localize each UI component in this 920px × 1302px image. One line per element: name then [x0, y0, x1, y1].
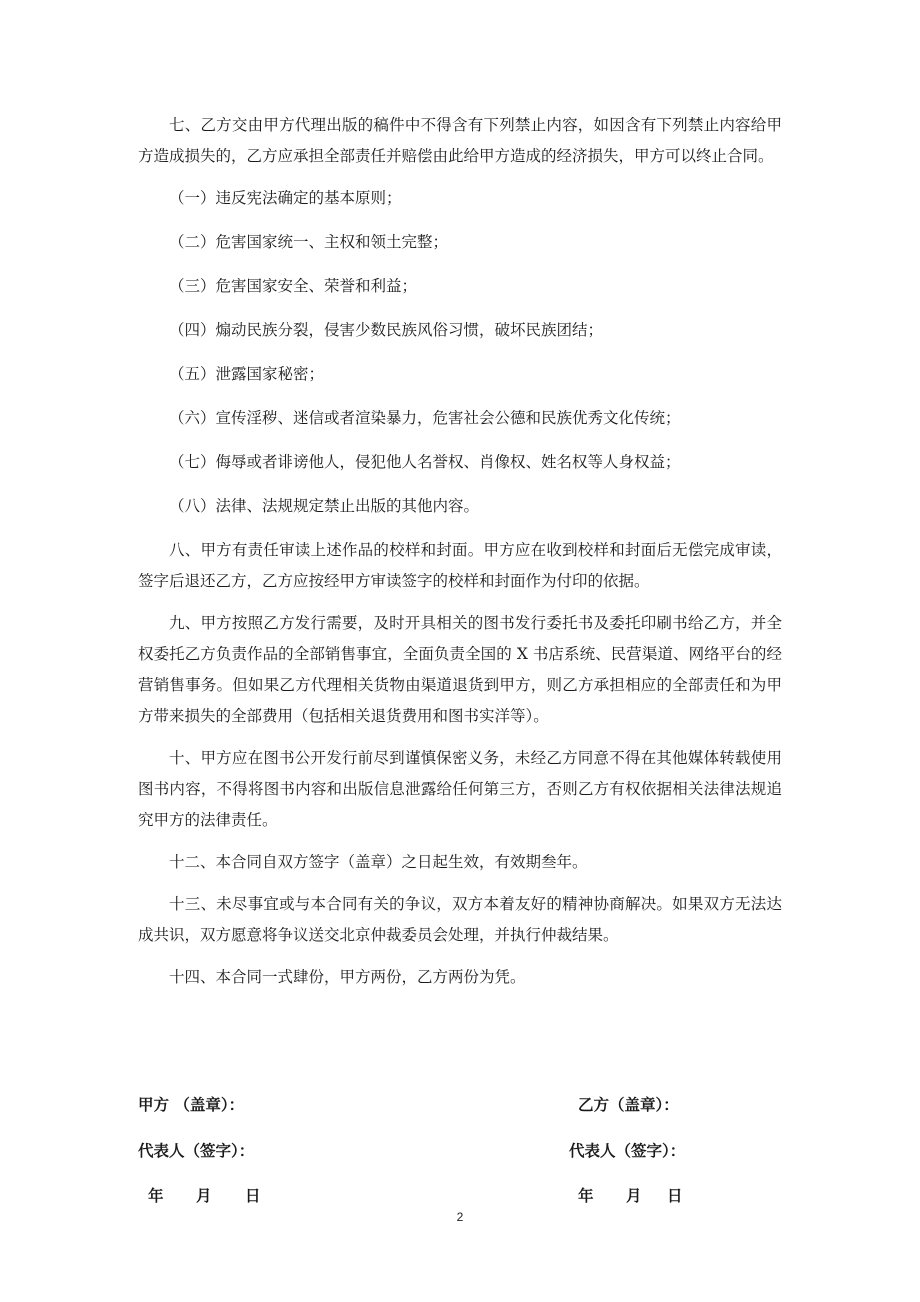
list-item: （一）违反宪法确定的基本原则； [169, 189, 402, 207]
clause-13: 十三、未尽事宜或与本合同有关的争议，双方本着友好的精神协商解决。如果双方无法达成共识，双方愿意将争议送交北京仲裁委员会处理，并执行仲裁结果。 [138, 895, 782, 944]
contract-body [138, 110, 782, 1004]
clause-14: 十四、本合同一式肆份，甲方两份，乙方两份为凭。 [169, 968, 526, 986]
list-item: （三）危害国家安全、荣誉和利益； [169, 277, 418, 295]
month-label: 月 [196, 1187, 212, 1205]
day-label: 日 [667, 1187, 683, 1205]
list-item: （四）煽动民族分裂，侵害少数民族风俗习惯，破坏民族团结； [169, 321, 604, 339]
list-item: （六）宣传淫秽、迷信或者渲染暴力，危害社会公德和民族优秀文化传统； [169, 409, 681, 427]
clause-12: 十二、本合同自双方签字（盖章）之日起生效，有效期叁年。 [169, 853, 588, 871]
year-label: 年 [148, 1187, 164, 1205]
party-a-seal-label: 甲方 （盖章）： [138, 1096, 245, 1114]
clause-7: 七、乙方交由甲方代理出版的稿件中不得含有下列禁止内容，如因含有下列禁止内容给甲方造成损失的，乙方应承担全部责任并赔偿由此给甲方造成的经济损失，甲方可以终止合同。 [138, 116, 782, 165]
list-item: （五）泄露国家秘密； [169, 365, 325, 383]
prohibited-content-list [138, 183, 782, 522]
list-item: （二）危害国家统一、主权和领土完整； [169, 233, 449, 251]
clause-8: 八、甲方有责任审读上述作品的校样和封面。甲方应在收到校样和封面后无偿完成审读，签字后退还乙方，乙方应按经甲方审读签字的校样和封面作为付印的依据。 [138, 541, 782, 590]
party-b-seal-label: 乙方（盖章）： [578, 1096, 679, 1114]
list-item: （八）法律、法规规定禁止出版的其他内容。 [169, 497, 480, 515]
clause-10: 十、甲方应在图书公开发行前尽到谨慎保密义务，未经乙方同意不得在其他媒体转载使用图书内容，不得将图书内容和出版信息泄露给任何第三方，否则乙方有权依据相关法律法规追究甲方的法律责任。 [138, 749, 782, 829]
month-label: 月 [626, 1187, 642, 1205]
year-label: 年 [578, 1187, 594, 1205]
party-a-rep-label: 代表人（签字）： [138, 1142, 255, 1160]
page-number: 2 [456, 1210, 464, 1224]
list-item: （七）侮辱或者诽谤他人，侵犯他人名誉权、肖像权、姓名权等人身权益； [169, 453, 681, 471]
day-label: 日 [245, 1187, 261, 1205]
party-b-rep-label: 代表人（签字）： [569, 1142, 686, 1160]
clause-9: 九、甲方按照乙方发行需要，及时开具相关的图书发行委托书及委托印刷书给乙方，并全权委托乙方负责作品的全部销售事宜，全面负责全国的 X 书店系统、民营渠道、网络平台的经营销售事务。但如果乙方代理相关货物由渠道退货到甲方，则乙方承担相应的全部责任和为甲方带来损失的全部费用（包括相关退货费用和图书实洋等）。 [138, 614, 782, 725]
